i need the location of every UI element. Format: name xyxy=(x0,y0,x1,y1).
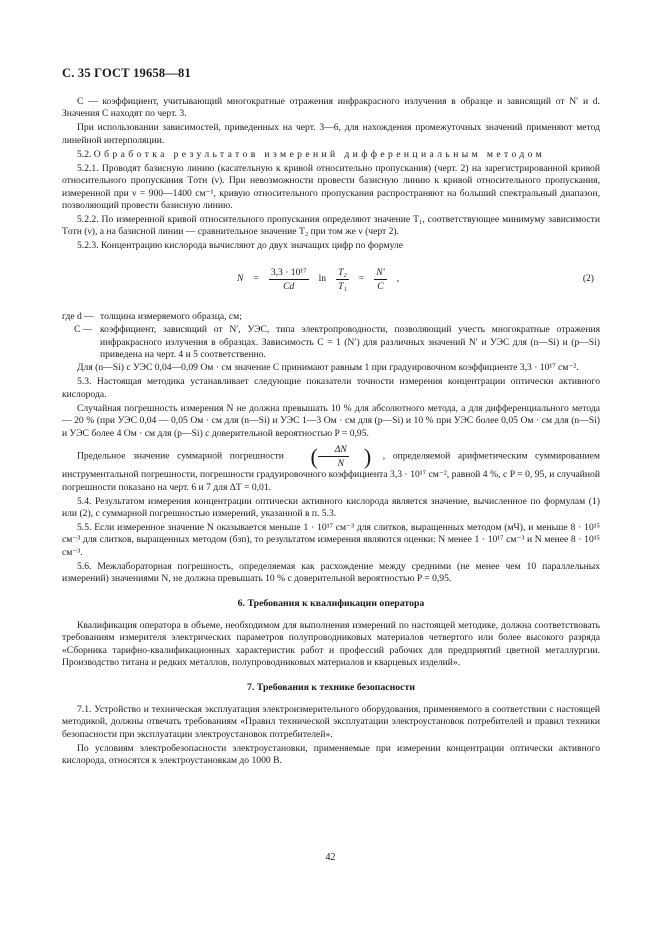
formula-tail: , xyxy=(396,273,400,285)
paragraph-electrical-safety: По условиям электробезопасности электроустановки, применяемые при измерении концентрации оптически активного кислорода, относятся к электроустановкам до 1000 В. xyxy=(62,742,600,767)
paragraph-qualification: Квалификация оператора в объеме, необходимом для выполнения измерений по настоящей методике, должна соответствовать требованиям измерителя электрических параметров полупроводниковых материалов четвертого или более высокого разряда «Сборника тарифно-квалификационных характеристик работ и профессий рабочих для предприятий цветной металлургии. Производство титана и редких металлов, полупроводниковых материалов и кварцевых изделий». xyxy=(62,619,600,669)
bracket-right: ) xyxy=(363,443,372,469)
paragraph-5-6: 5.6. Межлабораторная погрешность, определяемая как расхождение между средними (не менее чем 10 параллельных измерений) значениями N, не должна превышать 10 % с доверительной вероятностью P = 0,95. xyxy=(62,560,600,585)
formula-t2: T₂ xyxy=(338,266,347,278)
paragraph-5-3: 5.3. Настоящая методика устанавливает следующие показатели точности измерения концентрации оптически активного кислорода. xyxy=(62,376,600,400)
formula-fraction-result xyxy=(374,267,387,292)
paragraph-c-coefficient: С — коэффициент, учитывающий многократные отражения инфракрасного излучения в образце и зависящий от N′ и d. Значения С находят по черт. 3. xyxy=(62,96,600,120)
page-header: С. 35 ГОСТ 19658—81 xyxy=(62,66,191,80)
formula-n-prime: N′ xyxy=(376,266,385,278)
formula-fraction-t xyxy=(336,267,349,292)
paragraph-total-error xyxy=(62,444,600,494)
section-6-heading: 6. Требования к квалификации оператора xyxy=(237,597,425,609)
formula-numerator: 3,3 · 10¹⁷ xyxy=(270,266,307,278)
formula-t1: T₁ xyxy=(338,280,347,292)
paragraph-7-1: 7.1. Устройство и техническая эксплуатация электроизмерительного оборудования, применяемого в соответствии с настоящей методикой, должны отвечать требованиям «Правил технической эксплуатации электроустановок потребителей и правил техники безопасности при эксплуатации электроустановок потребителей». xyxy=(62,703,600,740)
formula-2 xyxy=(62,257,600,303)
formula-c: C xyxy=(377,280,384,292)
paragraph-interpolation: При использовании зависимостей, приведенных на черт. 3—6, для нахождения промежуточных значений применяют метод линейной интерполяции. xyxy=(62,122,600,146)
section-7-heading: 7. Требования к технике безопасности xyxy=(247,681,415,693)
section-5-2-number: 5.2. xyxy=(77,148,92,160)
paragraph-5-4: 5.4. Результатом измерения концентрации оптически активного кислорода является значение, вычисленное по формулам (1) или (2), с суммарной погрешностью измерений, указанной в п. 5.3. xyxy=(62,495,600,519)
total-error-intro: Предельное значение суммарной погрешности xyxy=(77,450,284,462)
delta-denominator: N xyxy=(337,458,345,470)
where-definition: толщина измеряемого образца, см; xyxy=(100,310,242,322)
where-symbol: C — xyxy=(74,324,93,336)
formula-number: (2) xyxy=(582,272,594,284)
paragraph-5-2-2: 5.2.2. По измеренной кривой относительного пропускания определяют значение T₁, соответствующее минимуму зависимости Tотн (ν), а на базисной линии — сравнительное значение T₂ при том же ν (черт 2). xyxy=(62,214,600,238)
paragraph-random-error: Случайная погрешность измерения N не должна превышать 10 % для абсолютного метода, а для дифференциального метода — 20 % (при УЭС 0,04 — 0,05 Ом · см для (n—Si) и УЭС 1—3 Ом · см для (p—Si) и 10 % при УЭС более 0,05 Ом · см для (n—Si) и УЭС более 4 Ом · см для (p—Si) с доверительной вероятностью P = 0,95. xyxy=(62,402,600,439)
where-item xyxy=(62,311,600,323)
formula-equals: = xyxy=(253,273,259,285)
page-number: 42 xyxy=(325,852,336,863)
formula-equals-2: = xyxy=(358,273,365,285)
delta-fraction xyxy=(318,444,349,469)
total-error-rest: , определяемой арифметическим суммированием инструментальной погрешности, погрешности градуировочного коэффициента 3,3 · 10¹⁷ см⁻², равной 4 %, с P = 0, 95, и случайной погрешности показано на черт. 6 и 7 для ΔT = 0,01. xyxy=(62,450,600,493)
document-body xyxy=(62,96,600,769)
formula-denominator: Cd xyxy=(283,280,295,292)
where-item xyxy=(74,324,600,361)
section-5-2-heading xyxy=(62,149,600,161)
section-5-2-title: Обработка результатов измерений дифференциальным методом xyxy=(93,148,546,160)
formula-fraction-main xyxy=(269,267,309,292)
formula-lhs: N xyxy=(237,273,244,285)
paragraph-5-2-3: 5.2.3. Концентрацию кислорода вычисляют до двух значащих цифр по формуле xyxy=(77,240,403,252)
where-symbol: где d — xyxy=(62,310,94,322)
delta-n-fraction xyxy=(295,444,371,469)
formula-ln: ln xyxy=(318,273,327,285)
delta-numerator: ΔN xyxy=(318,444,349,457)
bracket-left: ( xyxy=(310,443,318,469)
paragraph-n-si: Для (n—Si) с УЭС 0,04—0,09 Ом · см значение С принимают равным 1 при градуировочном коэффициенте 3,3 · 10¹⁷ см⁻². xyxy=(77,362,579,374)
where-definition: коэффициент, зависящий от N′, УЭС, типа электропроводности, позволяющий учесть многократные отражения инфракрасного излучения в образцах. Зависимость C = 1 (N′) для различных значений N′ и УЭС для (n—Si) и (p—Si) приведена на черт. 4 и 5 соответственно. xyxy=(100,324,600,361)
paragraph-5-5: 5.5. Если измеренное значение N оказывается меньше 1 · 10¹⁷ см⁻³ для слитков, выращенных методом (мЧ), и меньше 8 · 10¹⁵ см⁻³ для слитков, выращенных методом (бзп), то результатом измерения являются оценки: N менее 1 · 10¹⁷ см⁻³ и N менее 8 · 10¹⁵ см⁻³. xyxy=(62,521,600,558)
paragraph-5-2-1: 5.2.1. Проводят базисную линию (касательную к кривой относительно пропускания) (черт. 2) на зарегистрированной кривой относительного пропускания Tотн (ν). При невозможности провести базисную линию к кривой относительного пропускания, измеренной при ν = 900—1400 см⁻¹, кривую относительного пропускания распространяют на больший спектральный диапазон, позволяющий провести базисную линию. xyxy=(62,162,600,212)
